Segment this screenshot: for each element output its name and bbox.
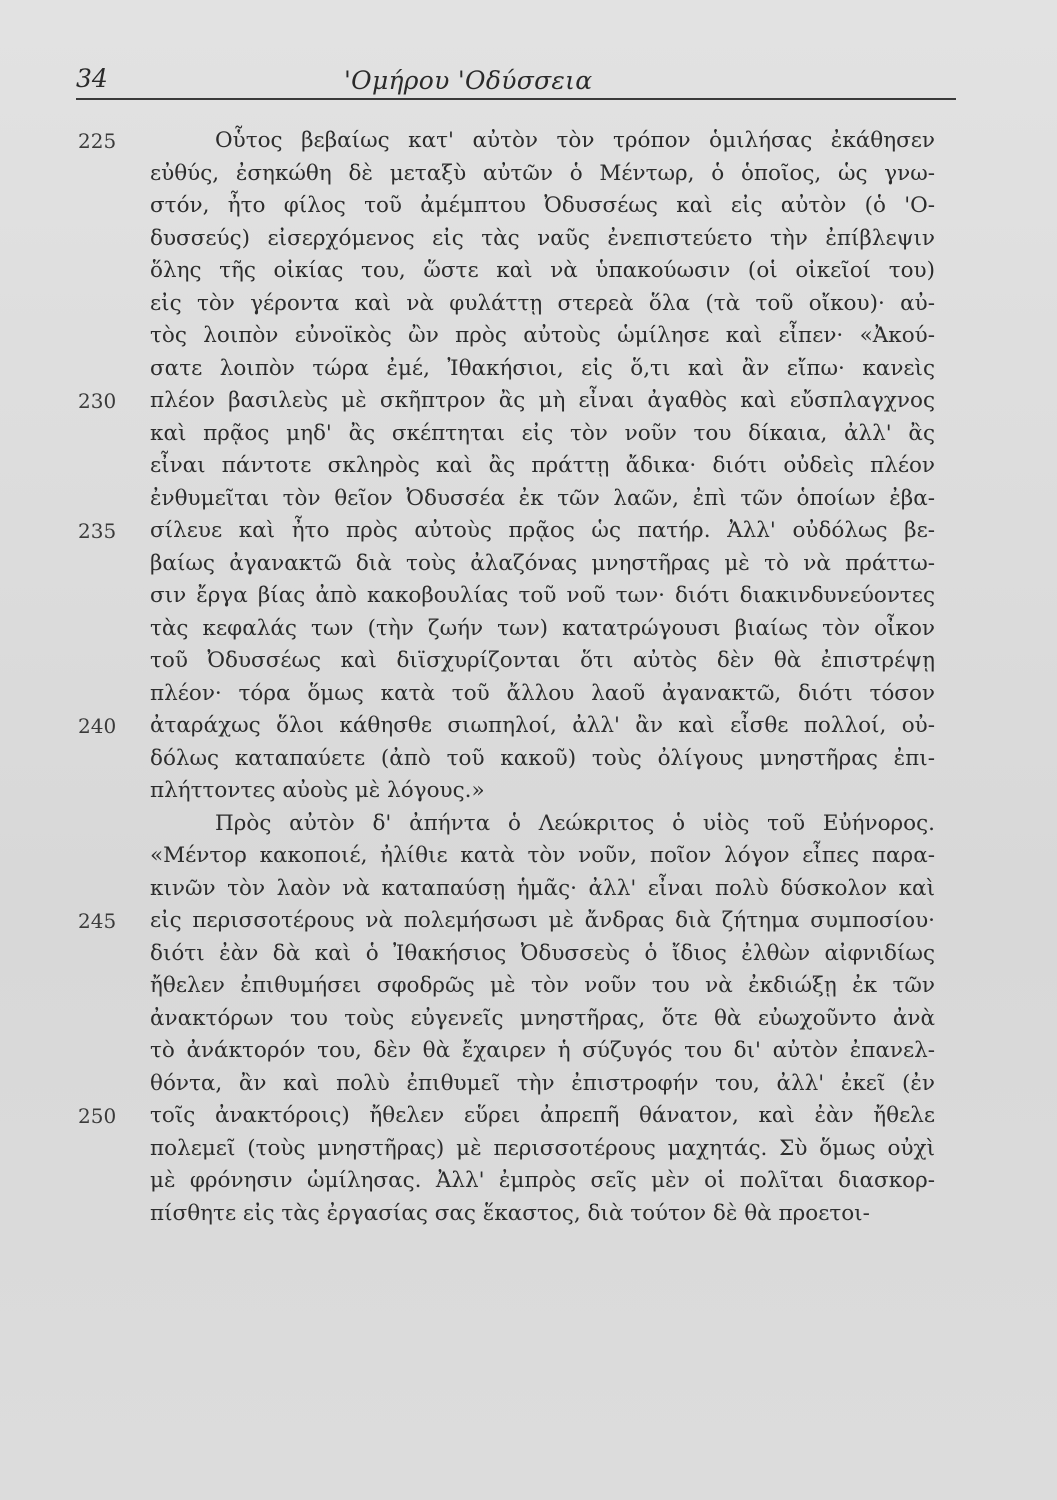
text-line: πλήττοντες αὐοὺς μὲ λόγους.»	[150, 778, 485, 803]
text-line: τὸ ἀνάκτορόν του, δὲν θὰ ἔχαιρεν ἡ σύζυγός του δι' αὐτὸν ἐπανελ-	[150, 1038, 935, 1063]
text-line: ὅλης τῆς οἰκίας του, ὥστε καὶ νὰ ὑπακούωσιν (οἱ οἰκεῖοί του)	[150, 258, 935, 283]
text-line: δυσσεύς) εἰσερχόμενος εἰς τὰς ναῦς ἐνεπιστεύετο τὴν ἐπίβλεψιν	[150, 225, 935, 251]
verse-number: 235	[78, 519, 117, 543]
text-line: κινῶν τὸν λαὸν νὰ καταπαύσῃ ἡμᾶς· ἀλλ' εἶναι πολὺ δύσκολον καὶ	[150, 875, 935, 901]
running-title: 'Ομήρου 'Οδύσσεια	[344, 66, 593, 95]
verse-number: 225	[78, 129, 117, 153]
text-line: Πρὸς αὐτὸν δ' ἀπήντα ὁ Λεώκριτος ὁ υἱὸς τοῦ Εὐήνορος.	[215, 810, 935, 836]
text-line: σατε λοιπὸν τώρα ἐμέ, Ἰθακήσιοι, εἰς ὅ,τι καὶ ἂν εἴπω· κανεὶς	[150, 355, 935, 381]
text-line: πλέον· τόρα ὅμως κατὰ τοῦ ἄλλου λαοῦ ἀγανακτῶ, διότι τόσον	[150, 680, 935, 706]
text-line: τοῦ Ὀδυσσέως καὶ διϊσχυρίζονται ὅτι αὐτὸς δὲν θὰ ἐπιστρέψῃ	[150, 648, 935, 673]
text-line: «Μέντορ κακοποιέ, ἠλίθιε κατὰ τὸν νοῦν, ποῖον λόγον εἶπες παρα-	[150, 843, 935, 868]
text-line: θόντα, ἂν καὶ πολὺ ἐπιθυμεῖ τὴν ἐπιστροφήν του, ἀλλ' ἐκεῖ (ἐν	[150, 1070, 935, 1096]
text-line: πίσθητε εἰς τὰς ἐργασίας σας ἕκαστος, διὰ τούτον δὲ θὰ προετοι-	[150, 1200, 870, 1226]
text-line: πολεμεῖ (τοὺς μνηστῆρας) μὲ περισσοτέρους μαχητάς. Σὺ ὅμως οὐχὶ	[150, 1135, 935, 1161]
text-line: διότι ἐὰν δὰ καὶ ὁ Ἰθακήσιος Ὀδυσσεὺς ὁ ἴδιος ἐλθὼν αἰφνιδίως	[150, 940, 935, 966]
text-line: ἀταράχως ὅλοι κάθησθε σιωπηλοί, ἀλλ' ἂν καὶ εἶσθε πολλοί, οὐ-	[150, 713, 935, 738]
text-line: τὰς κεφαλάς των (τὴν ζωήν των) κατατρώγουσι βιαίως τὸν οἶκον	[150, 615, 935, 641]
verse-number: 240	[78, 714, 117, 738]
text-line: τὸς λοιπὸν εὐνοϊκὸς ὢν πρὸς αὐτοὺς ὡμίλησε καὶ εἶπεν· «Ἀκού-	[150, 323, 935, 348]
text-line: καὶ πρᾷος μηδ' ἂς σκέπτηται εἰς τὸν νοῦν του δίκαια, ἀλλ' ἂς	[150, 420, 935, 446]
text-line: μὲ φρόνησιν ὡμίλησας. Ἀλλ' ἐμπρὸς σεῖς μὲν οἱ πολῖται διασκορ-	[150, 1168, 935, 1193]
text-line: εἰς περισσοτέρους νὰ πολεμήσωσι μὲ ἄνδρας διὰ ζήτημα συμποσίου·	[150, 908, 935, 933]
text-line: στόν, ἦτο φίλος τοῦ ἀμέμπτου Ὀδυσσέως καὶ εἰς αὐτὸν (ὁ 'Ο-	[150, 193, 935, 218]
text-line: σίλευε καὶ ἦτο πρὸς αὐτοὺς πρᾷος ὡς πατήρ. Ἀλλ' οὐδόλως βε-	[150, 518, 935, 543]
text-line: πλέον βασιλεὺς μὲ σκῆπτρον ἂς μὴ εἶναι ἀγαθὸς καὶ εὔσπλαγχνος	[150, 388, 935, 413]
page-header	[76, 64, 956, 100]
text-line: εἶναι πάντοτε σκληρὸς καὶ ἂς πράττῃ ἄδικα· διότι οὐδεὶς πλέον	[150, 453, 935, 478]
verse-number: 230	[78, 389, 117, 413]
text-line: ἤθελεν ἐπιθυμήσει σφοδρῶς μὲ τὸν νοῦν του νὰ ἐκδιώξῃ ἐκ τῶν	[150, 973, 935, 998]
text-line: εὐθύς, ἐσηκώθη δὲ μεταξὺ αὐτῶν ὁ Μέντωρ, ὁ ὁποῖος, ὡς γνω-	[150, 160, 935, 186]
text-line: εἰς τὸν γέροντα καὶ νὰ φυλάττῃ στερεὰ ὅλα (τὰ τοῦ οἴκου)· αὐ-	[150, 290, 935, 316]
text-line: δόλως καταπαύετε (ἀπὸ τοῦ κακοῦ) τοὺς ὀλίγους μνηστῆρας ἐπι-	[150, 745, 935, 771]
text-line: ἀνακτόρων του τοὺς εὐγενεῖς μνηστῆρας, ὅτε θὰ εὐωχοῦντο ἀνὰ	[150, 1005, 935, 1031]
verse-number: 250	[78, 1104, 117, 1128]
text-line: σιν ἔργα βίας ἀπὸ κακοβουλίας τοῦ νοῦ των· διότι διακινδυνεύοντες	[150, 583, 935, 608]
verse-number: 245	[78, 909, 117, 933]
text-line: ἐνθυμεῖται τὸν θεῖον Ὀδυσσέα ἐκ τῶν λαῶν, ἐπὶ τῶν ὁποίων ἐβα-	[150, 485, 935, 511]
text-line: βαίως ἀγανακτῶ διὰ τοὺς ἀλαζόνας μνηστῆρας μὲ τὸ νὰ πράττω-	[150, 550, 935, 576]
page-number: 34	[76, 64, 108, 93]
text-line: τοῖς ἀνακτόροις) ἤθελεν εὕρει ἀπρεπῆ θάνατον, καὶ ἐὰν ἤθελε	[150, 1103, 935, 1128]
header-rule	[76, 98, 956, 100]
text-line: Οὗτος βεβαίως κατ' αὐτὸν τὸν τρόπον ὁμιλήσας ἐκάθησεν	[215, 128, 935, 153]
